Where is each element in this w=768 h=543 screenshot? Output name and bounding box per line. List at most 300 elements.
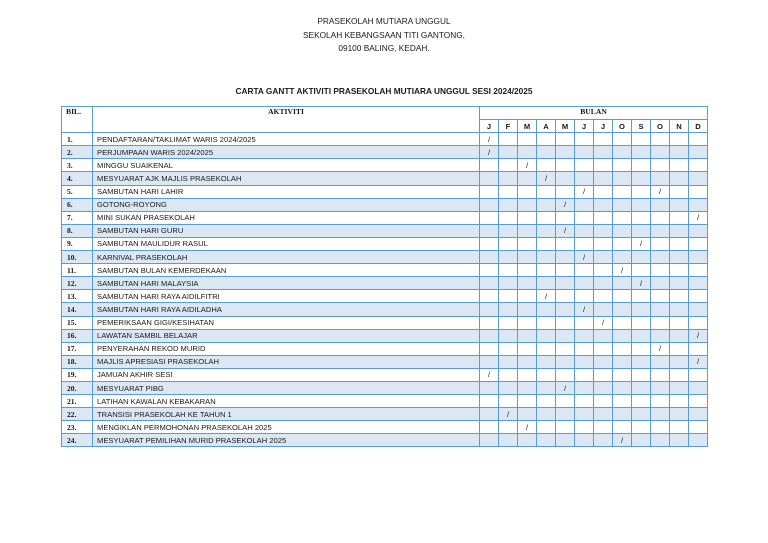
month-header: M (518, 120, 537, 133)
schedule-cell (594, 185, 613, 198)
schedule-cell (537, 316, 556, 329)
schedule-cell (499, 251, 518, 264)
schedule-cell (613, 159, 632, 172)
schedule-cell (651, 381, 670, 394)
schedule-cell (556, 133, 575, 146)
schedule-cell (518, 264, 537, 277)
schedule-cell (594, 329, 613, 342)
activity-row (62, 172, 708, 185)
schedule-cell (537, 159, 556, 172)
schedule-cell (518, 355, 537, 368)
schedule-cell (613, 211, 632, 224)
schedule-cell (689, 133, 708, 146)
schedule-cell (518, 408, 537, 421)
schedule-cell (594, 395, 613, 408)
schedule-cell (670, 329, 689, 342)
schedule-cell (632, 355, 651, 368)
schedule-cell (518, 146, 537, 159)
row-number: 24. (62, 434, 93, 447)
row-number: 1. (62, 133, 93, 146)
schedule-cell (651, 146, 670, 159)
activity-name: SAMBUTAN HARI RAYA AIDILFITRI (93, 290, 480, 303)
schedule-cell (689, 368, 708, 381)
schedule-cell (575, 237, 594, 250)
schedule-cell (575, 329, 594, 342)
schedule-cell (594, 368, 613, 381)
activity-row (62, 290, 708, 303)
schedule-cell (651, 316, 670, 329)
schedule-mark: / (480, 146, 499, 159)
schedule-cell (670, 408, 689, 421)
schedule-cell (670, 237, 689, 250)
schedule-cell (480, 316, 499, 329)
schedule-cell (613, 303, 632, 316)
schedule-cell (537, 198, 556, 211)
schedule-cell (499, 290, 518, 303)
activity-name: SAMBUTAN HARI LAHIR (93, 185, 480, 198)
schedule-cell (594, 277, 613, 290)
schedule-cell (613, 277, 632, 290)
activity-row (62, 381, 708, 394)
schedule-cell (499, 381, 518, 394)
schedule-mark: / (689, 329, 708, 342)
schedule-cell (480, 408, 499, 421)
schedule-cell (689, 277, 708, 290)
schedule-cell (670, 264, 689, 277)
schedule-cell (499, 159, 518, 172)
schedule-cell (480, 185, 499, 198)
activity-row (62, 421, 708, 434)
activity-name: MESYUARAT AJK MAJLIS PRASEKOLAH (93, 172, 480, 185)
activity-name: MINI SUKAN PRASEKOLAH (93, 211, 480, 224)
schedule-cell (632, 316, 651, 329)
row-number: 17. (62, 342, 93, 355)
schedule-cell (480, 421, 499, 434)
schedule-cell (480, 355, 499, 368)
schedule-cell (480, 159, 499, 172)
activity-row (62, 237, 708, 250)
schedule-mark: / (651, 342, 670, 355)
schedule-mark: / (613, 264, 632, 277)
schedule-cell (556, 185, 575, 198)
schedule-cell (594, 342, 613, 355)
schedule-mark: / (575, 303, 594, 316)
chart-title: CARTA GANTT AKTIVITI PRASEKOLAH MUTIARA UNGGUL SESI 2024/2025 (235, 86, 533, 96)
schedule-cell (632, 264, 651, 277)
schedule-cell (651, 172, 670, 185)
schedule-cell (480, 395, 499, 408)
schedule-cell (632, 381, 651, 394)
schedule-cell (651, 159, 670, 172)
schedule-cell (518, 251, 537, 264)
schedule-cell (518, 368, 537, 381)
schedule-cell (651, 408, 670, 421)
school-subtitle: SEKOLAH KEBANGSAAN TITI GANTONG, (303, 29, 465, 40)
row-number: 4. (62, 172, 93, 185)
schedule-cell (480, 290, 499, 303)
schedule-cell (632, 146, 651, 159)
schedule-cell (613, 185, 632, 198)
schedule-cell (613, 251, 632, 264)
schedule-cell (480, 329, 499, 342)
activity-name: SAMBUTAN HARI GURU (93, 224, 480, 237)
schedule-mark: / (575, 185, 594, 198)
schedule-cell (575, 355, 594, 368)
schedule-cell (689, 395, 708, 408)
schedule-cell (537, 237, 556, 250)
schedule-cell (518, 133, 537, 146)
schedule-cell (480, 381, 499, 394)
month-header: F (499, 120, 518, 133)
schedule-cell (689, 251, 708, 264)
schedule-cell (689, 224, 708, 237)
column-header-bulan: BULAN (480, 107, 708, 120)
schedule-cell (556, 146, 575, 159)
activity-row (62, 185, 708, 198)
schedule-cell (537, 185, 556, 198)
row-number: 5. (62, 185, 93, 198)
schedule-cell (670, 368, 689, 381)
schedule-cell (499, 277, 518, 290)
activity-name: GOTONG-ROYONG (93, 198, 480, 211)
schedule-cell (537, 355, 556, 368)
schedule-cell (689, 316, 708, 329)
schedule-cell (518, 237, 537, 250)
schedule-cell (670, 395, 689, 408)
schedule-cell (632, 251, 651, 264)
schedule-cell (632, 395, 651, 408)
schedule-cell (575, 421, 594, 434)
schedule-cell (537, 408, 556, 421)
schedule-cell (518, 224, 537, 237)
school-name: PRASEKOLAH MUTIARA UNGGUL (317, 16, 451, 26)
schedule-cell (632, 159, 651, 172)
schedule-cell (594, 303, 613, 316)
schedule-cell (518, 185, 537, 198)
schedule-cell (632, 185, 651, 198)
schedule-cell (594, 355, 613, 368)
schedule-cell (518, 303, 537, 316)
schedule-cell (689, 172, 708, 185)
activity-row (62, 224, 708, 237)
schedule-cell (537, 368, 556, 381)
schedule-cell (537, 381, 556, 394)
schedule-cell (670, 172, 689, 185)
schedule-cell (613, 133, 632, 146)
schedule-cell (537, 251, 556, 264)
month-header: J (480, 120, 499, 133)
month-header: N (670, 120, 689, 133)
schedule-mark: / (632, 277, 651, 290)
schedule-cell (632, 368, 651, 381)
schedule-cell (651, 251, 670, 264)
schedule-cell (632, 198, 651, 211)
schedule-cell (556, 355, 575, 368)
activity-name: LAWATAN SAMBIL BELAJAR (93, 329, 480, 342)
schedule-cell (613, 172, 632, 185)
schedule-cell (537, 303, 556, 316)
schedule-mark: / (594, 316, 613, 329)
schedule-mark: / (537, 290, 556, 303)
schedule-cell (651, 421, 670, 434)
schedule-cell (689, 290, 708, 303)
row-number: 15. (62, 316, 93, 329)
schedule-cell (575, 264, 594, 277)
schedule-mark: / (613, 434, 632, 447)
schedule-cell (499, 172, 518, 185)
school-header (0, 15, 768, 56)
schedule-cell (575, 277, 594, 290)
schedule-cell (537, 224, 556, 237)
schedule-cell (499, 211, 518, 224)
schedule-cell (651, 290, 670, 303)
schedule-cell (594, 133, 613, 146)
schedule-cell (670, 342, 689, 355)
activity-row (62, 159, 708, 172)
schedule-cell (594, 211, 613, 224)
schedule-cell (575, 198, 594, 211)
activity-name: MESYUARAT PIBG (93, 381, 480, 394)
schedule-cell (689, 303, 708, 316)
schedule-cell (632, 408, 651, 421)
schedule-cell (613, 146, 632, 159)
schedule-cell (575, 368, 594, 381)
schedule-cell (499, 421, 518, 434)
gantt-table (61, 106, 708, 447)
schedule-cell (689, 381, 708, 394)
schedule-cell (613, 316, 632, 329)
schedule-cell (651, 303, 670, 316)
schedule-cell (613, 329, 632, 342)
schedule-cell (594, 290, 613, 303)
schedule-cell (556, 211, 575, 224)
activity-row (62, 316, 708, 329)
schedule-cell (556, 277, 575, 290)
schedule-cell (594, 198, 613, 211)
schedule-cell (689, 342, 708, 355)
schedule-cell (480, 224, 499, 237)
schedule-cell (594, 172, 613, 185)
schedule-cell (575, 408, 594, 421)
schedule-cell (575, 381, 594, 394)
schedule-cell (651, 368, 670, 381)
schedule-cell (518, 381, 537, 394)
schedule-cell (670, 146, 689, 159)
schedule-cell (537, 395, 556, 408)
row-number: 3. (62, 159, 93, 172)
row-number: 16. (62, 329, 93, 342)
schedule-cell (480, 342, 499, 355)
schedule-cell (689, 408, 708, 421)
activity-row (62, 146, 708, 159)
schedule-cell (651, 264, 670, 277)
month-header: M (556, 120, 575, 133)
month-header: S (632, 120, 651, 133)
row-number: 11. (62, 264, 93, 277)
schedule-cell (518, 316, 537, 329)
schedule-cell (556, 408, 575, 421)
schedule-mark: / (518, 159, 537, 172)
schedule-cell (689, 146, 708, 159)
schedule-cell (518, 172, 537, 185)
schedule-cell (499, 133, 518, 146)
schedule-cell (689, 264, 708, 277)
schedule-cell (518, 277, 537, 290)
schedule-cell (594, 159, 613, 172)
schedule-cell (632, 303, 651, 316)
activity-name: SAMBUTAN BULAN KEMERDEKAAN (93, 264, 480, 277)
schedule-cell (480, 251, 499, 264)
month-header: J (594, 120, 613, 133)
activity-name: PENYERAHAN REKOD MURID (93, 342, 480, 355)
schedule-cell (651, 198, 670, 211)
schedule-cell (537, 421, 556, 434)
row-number: 13. (62, 290, 93, 303)
schedule-cell (556, 290, 575, 303)
activity-name: MESYUARAT PEMILIHAN MURID PRASEKOLAH 2025 (93, 434, 480, 447)
schedule-cell (556, 303, 575, 316)
schedule-cell (632, 211, 651, 224)
schedule-cell (499, 237, 518, 250)
schedule-cell (499, 146, 518, 159)
schedule-cell (480, 172, 499, 185)
schedule-cell (594, 146, 613, 159)
activity-row (62, 408, 708, 421)
schedule-cell (670, 381, 689, 394)
header-row-top (62, 107, 708, 120)
schedule-cell (594, 224, 613, 237)
schedule-cell (632, 224, 651, 237)
schedule-cell (575, 159, 594, 172)
schedule-cell (556, 251, 575, 264)
schedule-cell (556, 316, 575, 329)
schedule-cell (575, 146, 594, 159)
schedule-mark: / (518, 421, 537, 434)
schedule-cell (670, 251, 689, 264)
activity-name: PENDAFTARAN/TAKLIMAT WARIS 2024/2025 (93, 133, 480, 146)
activity-name: TRANSISI PRASEKOLAH KE TAHUN 1 (93, 408, 480, 421)
schedule-cell (613, 290, 632, 303)
schedule-cell (480, 198, 499, 211)
schedule-mark: / (499, 408, 518, 421)
activity-row (62, 277, 708, 290)
activity-row (62, 434, 708, 447)
schedule-cell (480, 211, 499, 224)
schedule-cell (537, 342, 556, 355)
activity-name: PEMERIKSAAN GIGI/KESIHATAN (93, 316, 480, 329)
activity-row (62, 133, 708, 146)
schedule-mark: / (689, 355, 708, 368)
schedule-cell (632, 421, 651, 434)
activity-name: PERJUMPAAN WARIS 2024/2025 (93, 146, 480, 159)
schedule-cell (537, 277, 556, 290)
schedule-cell (651, 224, 670, 237)
schedule-mark: / (537, 172, 556, 185)
schedule-cell (670, 224, 689, 237)
schedule-cell (670, 211, 689, 224)
activity-name: MENGIKLAN PERMOHONAN PRASEKOLAH 2025 (93, 421, 480, 434)
activity-name: LATIHAN KAWALAN KEBAKARAN (93, 395, 480, 408)
activity-row (62, 251, 708, 264)
activity-name: SAMBUTAN MAULIDUR RASUL (93, 237, 480, 250)
schedule-cell (499, 342, 518, 355)
schedule-cell (670, 434, 689, 447)
row-number: 8. (62, 224, 93, 237)
schedule-cell (575, 224, 594, 237)
schedule-cell (594, 237, 613, 250)
schedule-cell (594, 434, 613, 447)
school-address: 09100 BALING, KEDAH. (338, 43, 430, 53)
schedule-cell (556, 395, 575, 408)
schedule-mark: / (575, 251, 594, 264)
schedule-cell (499, 198, 518, 211)
schedule-cell (670, 290, 689, 303)
schedule-cell (670, 198, 689, 211)
activity-name: SAMBUTAN HARI MALAYSIA (93, 277, 480, 290)
schedule-cell (670, 133, 689, 146)
month-header: D (689, 120, 708, 133)
activity-name: MAJLIS APRESIASI PRASEKOLAH (93, 355, 480, 368)
schedule-cell (594, 408, 613, 421)
schedule-cell (575, 172, 594, 185)
row-number: 10. (62, 251, 93, 264)
schedule-cell (613, 224, 632, 237)
schedule-cell (537, 146, 556, 159)
activity-name: MINGGU SUAIKENAL (93, 159, 480, 172)
schedule-cell (499, 224, 518, 237)
schedule-cell (689, 198, 708, 211)
row-number: 20. (62, 381, 93, 394)
schedule-cell (632, 290, 651, 303)
row-number: 22. (62, 408, 93, 421)
activity-row (62, 395, 708, 408)
schedule-cell (689, 159, 708, 172)
row-number: 9. (62, 237, 93, 250)
schedule-cell (594, 381, 613, 394)
schedule-cell (613, 198, 632, 211)
schedule-cell (613, 342, 632, 355)
schedule-cell (575, 342, 594, 355)
schedule-cell (632, 133, 651, 146)
schedule-cell (556, 172, 575, 185)
schedule-cell (537, 211, 556, 224)
schedule-cell (575, 434, 594, 447)
activity-row (62, 368, 708, 381)
schedule-cell (594, 421, 613, 434)
schedule-cell (499, 316, 518, 329)
row-number: 6. (62, 198, 93, 211)
schedule-cell (689, 434, 708, 447)
month-header: O (613, 120, 632, 133)
activity-row (62, 264, 708, 277)
schedule-cell (518, 395, 537, 408)
schedule-cell (556, 342, 575, 355)
row-number: 19. (62, 368, 93, 381)
schedule-cell (518, 434, 537, 447)
schedule-cell (480, 237, 499, 250)
schedule-cell (556, 368, 575, 381)
schedule-cell (594, 264, 613, 277)
schedule-cell (575, 290, 594, 303)
schedule-cell (575, 133, 594, 146)
column-header-bil: BIL. (62, 107, 93, 133)
schedule-cell (480, 434, 499, 447)
schedule-mark: / (632, 237, 651, 250)
schedule-cell (689, 421, 708, 434)
schedule-cell (480, 264, 499, 277)
schedule-cell (670, 421, 689, 434)
schedule-cell (537, 264, 556, 277)
